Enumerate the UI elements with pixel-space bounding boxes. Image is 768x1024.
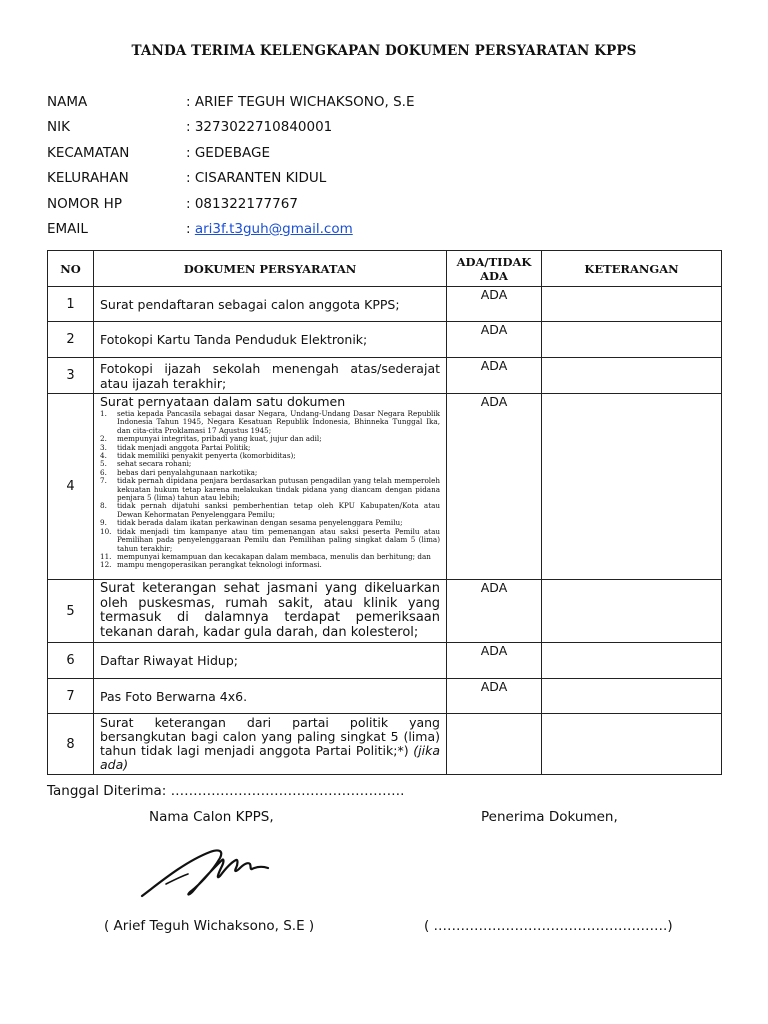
row-number: 8 — [48, 714, 94, 775]
declaration-item-number: 2. — [100, 434, 107, 444]
header-ket: KETERANGAN — [542, 251, 722, 287]
declaration-item-text: mempunyai kemampuan dan kecakapan dalam membaca, menulis dan berhitung; dan — [117, 551, 431, 561]
row-number: 1 — [48, 287, 94, 322]
table-row — [48, 358, 722, 394]
header-doc: DOKUMEN PERSYARATAN — [94, 251, 447, 287]
declaration-item-text: tidak berada dalam ikatan perkawinan dengan sesama penyelenggara Pemilu; — [117, 518, 403, 528]
row-document-heading: Surat pernyataan dalam satu dokumen — [100, 394, 346, 409]
row-document: Surat keterangan sehat jasmani yang dikeluarkan oleh puskesmas, rumah sakit, atau klinik yang termasuk di dalamnya terdapat pemeriksaan tekanan darah, kadar gula darah, dan kolesterol; — [94, 580, 447, 643]
declaration-item — [100, 410, 440, 435]
row-document: Surat pendaftaran sebagai calon anggota KPPS; — [94, 287, 447, 322]
info-row-nik — [47, 119, 414, 144]
info-value: : GEDEBAGE — [186, 144, 271, 161]
row-status: ADA — [447, 580, 542, 643]
declaration-item-number: 11. — [100, 551, 112, 561]
row-status: ADA — [447, 679, 542, 714]
info-row-kecamatan — [47, 145, 414, 170]
declaration-item-number: 5. — [100, 459, 107, 469]
row-document — [94, 394, 447, 580]
row-number: 5 — [48, 580, 94, 643]
row-note — [542, 358, 722, 394]
declaration-item-text: mempunyai integritas, pribadi yang kuat, jujur dan adil; — [117, 434, 322, 444]
row-document-optional-note: (jika ada) — [100, 743, 440, 772]
row-status: ADA — [447, 643, 542, 679]
row-number: 6 — [48, 643, 94, 679]
signature-image — [138, 840, 278, 904]
declaration-item-text: sehat secara rohani; — [117, 459, 192, 469]
row-status: ADA — [447, 287, 542, 322]
declaration-item — [100, 477, 440, 502]
receiver-name: ( …………………………………………….) — [424, 918, 673, 934]
document-title: TANDA TERIMA KELENGKAPAN DOKUMEN PERSYARATAN KPPS — [131, 43, 637, 59]
declaration-item — [100, 502, 440, 519]
candidate-label: Nama Calon KPPS, — [149, 809, 274, 825]
table-header-row — [48, 251, 722, 287]
row-note — [542, 643, 722, 679]
row-note — [542, 394, 722, 580]
row-document-text: Surat keterangan dari partai politik yang bersangkutan bagi calon yang paling singkat 5 (lima) tahun tidak lagi menjadi anggota Partai Politik;*) — [100, 715, 440, 758]
table-row — [48, 580, 722, 643]
info-row-nomor-hp — [47, 196, 414, 221]
table-row — [48, 643, 722, 679]
declaration-item-text: mampu mengoperasikan perangkat teknologi informasi. — [117, 560, 322, 570]
declaration-item-text: tidak menjadi tim kampanye atau tim pemenangan atau saksi peserta Pemilu atau Pemilihan pada penyelenggaraan Pemilu dan Pemilihan paling singkat dalam 5 (lima) tahun terakhir; — [117, 526, 440, 553]
row-status — [447, 714, 542, 775]
info-label: NAMA — [47, 94, 88, 110]
info-label: NIK — [47, 119, 70, 136]
row-note — [542, 322, 722, 358]
declaration-item-text: bebas dari penyalahgunaan narkotika; — [117, 467, 258, 477]
declaration-item — [100, 528, 440, 553]
declaration-item — [100, 561, 440, 569]
row-document: Pas Foto Berwarna 4x6. — [94, 679, 447, 714]
info-value: : 3273022710840001 — [186, 119, 333, 136]
header-no: NO — [48, 251, 94, 287]
table-row — [48, 287, 722, 322]
info-value: : CISARANTEN KIDUL — [186, 170, 327, 187]
candidate-name: ( Arief Teguh Wichaksono, S.E ) — [104, 918, 315, 934]
info-label: KELURAHAN — [47, 170, 129, 187]
row-note — [542, 679, 722, 714]
received-date: Tanggal Diterima: ……………………………………………. — [47, 783, 405, 799]
declaration-item-number: 12. — [100, 560, 112, 570]
declaration-item-number: 8. — [100, 501, 107, 511]
info-row-email — [47, 221, 414, 246]
info-label: NOMOR HP — [47, 195, 122, 212]
declaration-list — [100, 410, 440, 570]
declaration-item-text: tidak menjadi anggota Partai Politik; — [117, 442, 251, 452]
header-ada: ADA/TIDAK ADA — [447, 251, 542, 287]
info-value: : ARIEF TEGUH WICHAKSONO, S.E — [186, 94, 415, 110]
row-document: Daftar Riwayat Hidup; — [94, 643, 447, 679]
row-document: Fotokopi ijazah sekolah menengah atas/sederajat atau ijazah terakhir; — [94, 358, 447, 394]
row-note — [542, 714, 722, 775]
info-row-nama — [47, 94, 414, 119]
declaration-item-number: 10. — [100, 526, 112, 536]
row-status: ADA — [447, 358, 542, 394]
row-document — [94, 714, 447, 775]
declaration-item-text: setia kepada Pancasila sebagai dasar Negara, Undang-Undang Dasar Negara Republik Indonesia Tahun 1945, Negara Kesatuan Republik Indonesia, Bhinneka Tunggal Ika, dan cita-cita Proklamasi 17 Agustus 1945; — [117, 409, 440, 435]
declaration-item-number: 6. — [100, 467, 107, 477]
declaration-item-text: tidak pernah dipidana penjara berdasarkan putusan pengadilan yang telah memperoleh kekuatan hukum tetap karena melakukan tindak pidana yang diancam dengan pidana penjara 5 (lima) tahun atau lebih; — [117, 476, 440, 503]
table-row — [48, 322, 722, 358]
declaration-item-text: tidak pernah dijatuhi sanksi pemberhentian tetap oleh KPU Kabupaten/Kota atau Dewan Kehormatan Penyelenggara Pemilu; — [117, 501, 440, 519]
email-link[interactable]: ari3f.t3guh@gmail.com — [194, 220, 353, 237]
receiver-label: Penerima Dokumen, — [481, 809, 618, 825]
row-number: 3 — [48, 358, 94, 394]
email-colon: : — [186, 220, 195, 237]
declaration-item-number: 9. — [100, 518, 107, 528]
declaration-item-number: 7. — [100, 476, 107, 486]
declaration-item-number: 1. — [100, 409, 107, 418]
info-label: EMAIL — [47, 220, 88, 237]
info-label: KECAMATAN — [47, 144, 130, 161]
applicant-info — [47, 94, 414, 246]
row-note — [542, 287, 722, 322]
declaration-item-number: 3. — [100, 442, 107, 452]
row-status: ADA — [447, 394, 542, 580]
table-row — [48, 679, 722, 714]
info-value: : 081322177767 — [186, 195, 298, 212]
info-row-kelurahan — [47, 170, 414, 195]
declaration-item-number: 4. — [100, 451, 107, 461]
table-row — [48, 714, 722, 775]
row-number: 7 — [48, 679, 94, 714]
declaration-item-text: tidak memiliki penyakit penyerta (komorbiditas); — [117, 451, 296, 461]
table-row — [48, 394, 722, 580]
row-status: ADA — [447, 322, 542, 358]
row-document: Fotokopi Kartu Tanda Penduduk Elektronik; — [94, 322, 447, 358]
row-number: 2 — [48, 322, 94, 358]
row-number: 4 — [48, 394, 94, 580]
requirements-table — [47, 250, 722, 775]
row-note — [542, 580, 722, 643]
